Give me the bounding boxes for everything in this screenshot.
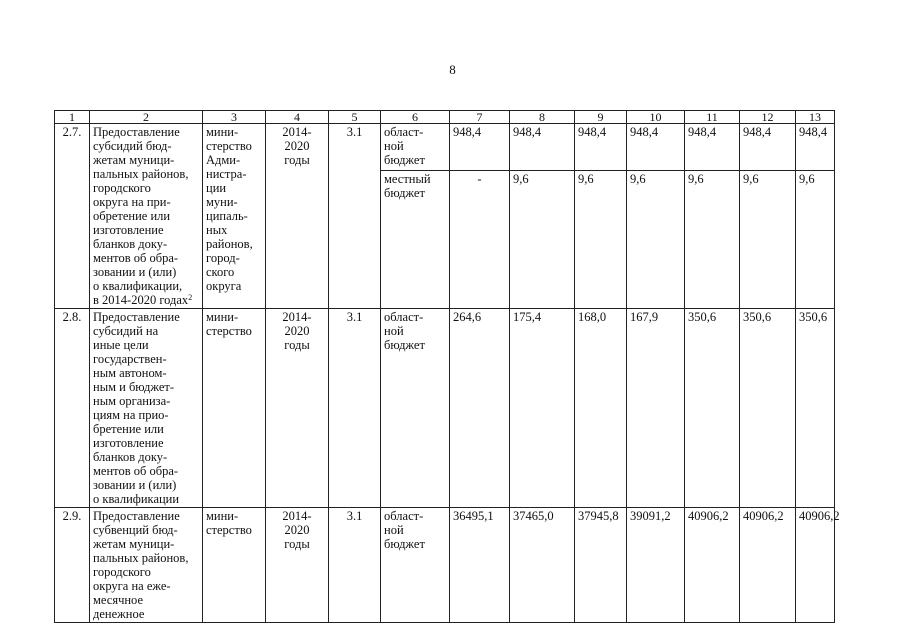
column-header-10: 10 — [627, 111, 685, 124]
row-executor: мини- стерство Адми- нистра- ции муни- ципаль- ных районов, город- ского округа — [203, 124, 266, 309]
value-cell: 350,6 — [685, 309, 740, 508]
column-header-8: 8 — [510, 111, 575, 124]
value-cell: 948,4 — [796, 124, 835, 171]
footnote-marker: 2 — [188, 293, 193, 302]
header-row — [55, 111, 835, 124]
row-number: 2.7. — [55, 124, 90, 309]
value-cell: 168,0 — [575, 309, 627, 508]
value-cell: 9,6 — [627, 171, 685, 309]
value-cell: 9,6 — [510, 171, 575, 309]
table-row — [55, 309, 835, 508]
row-indicator: 3.1 — [329, 508, 381, 623]
row-period: 2014- 2020 годы — [266, 508, 329, 623]
value-cell: 948,4 — [510, 124, 575, 171]
column-header-5: 5 — [329, 111, 381, 124]
value-cell: - — [450, 171, 510, 309]
table-row — [55, 508, 835, 623]
value-cell: 948,4 — [450, 124, 510, 171]
value-cell: 9,6 — [740, 171, 796, 309]
row-description — [90, 124, 203, 309]
value-cell: 40906,2 — [740, 508, 796, 623]
column-header-3: 3 — [203, 111, 266, 124]
table-row — [55, 124, 835, 171]
value-cell: 37945,8 — [575, 508, 627, 623]
value-cell: 948,4 — [575, 124, 627, 171]
value-cell: 9,6 — [575, 171, 627, 309]
row-number: 2.8. — [55, 309, 90, 508]
row-executor: мини- стерство — [203, 508, 266, 623]
column-header-12: 12 — [740, 111, 796, 124]
value-cell: 350,6 — [740, 309, 796, 508]
value-cell: 40906,2 — [685, 508, 740, 623]
row-executor: мини- стерство — [203, 309, 266, 508]
funding-source: местный бюджет — [381, 171, 450, 309]
column-header-1: 1 — [55, 111, 90, 124]
funding-source: област- ной бюджет — [381, 508, 450, 623]
column-header-11: 11 — [685, 111, 740, 124]
column-header-4: 4 — [266, 111, 329, 124]
row-indicator: 3.1 — [329, 309, 381, 508]
value-cell: 9,6 — [796, 171, 835, 309]
column-header-13: 13 — [796, 111, 835, 124]
value-cell: 36495,1 — [450, 508, 510, 623]
value-cell: 264,6 — [450, 309, 510, 508]
value-cell: 9,6 — [685, 171, 740, 309]
value-cell: 37465,0 — [510, 508, 575, 623]
column-header-2: 2 — [90, 111, 203, 124]
value-cell: 167,9 — [627, 309, 685, 508]
value-cell: 39091,2 — [627, 508, 685, 623]
budget-table — [54, 110, 840, 623]
value-cell: 175,4 — [510, 309, 575, 508]
value-cell: 350,6 — [796, 309, 835, 508]
value-cell: 948,4 — [685, 124, 740, 171]
value-cell: 948,4 — [627, 124, 685, 171]
row-indicator: 3.1 — [329, 124, 381, 309]
column-header-9: 9 — [575, 111, 627, 124]
funding-source: област- ной бюджет — [381, 124, 450, 171]
value-cell: 40906,2 — [796, 508, 835, 623]
row-period: 2014- 2020 годы — [266, 309, 329, 508]
row-period: 2014- 2020 годы — [266, 124, 329, 309]
column-header-6: 6 — [381, 111, 450, 124]
funding-source: област- ной бюджет — [381, 309, 450, 508]
description-text: Предоставление субсидий бюд- жетам муници- пальных районов, городского округа на при- обретение или изготовление бланков доку- ментов об обра- зовании и (или) о квалификации, в 2014-2020 годах — [93, 125, 189, 307]
row-number: 2.9. — [55, 508, 90, 623]
column-header-7: 7 — [450, 111, 510, 124]
page-number: 8 — [449, 62, 456, 77]
row-description: Предоставление субвенций бюд- жетам муници- пальных районов, городского округа на еже- месячное денежное — [90, 508, 203, 623]
row-description: Предоставление субсидий на иные цели государствен- ным автоном- ным и бюджет- ным организа- циям на прио- бретение или изготовление бланков доку- ментов об обра- зовании и (или) о квалификации — [90, 309, 203, 508]
value-cell: 948,4 — [740, 124, 796, 171]
